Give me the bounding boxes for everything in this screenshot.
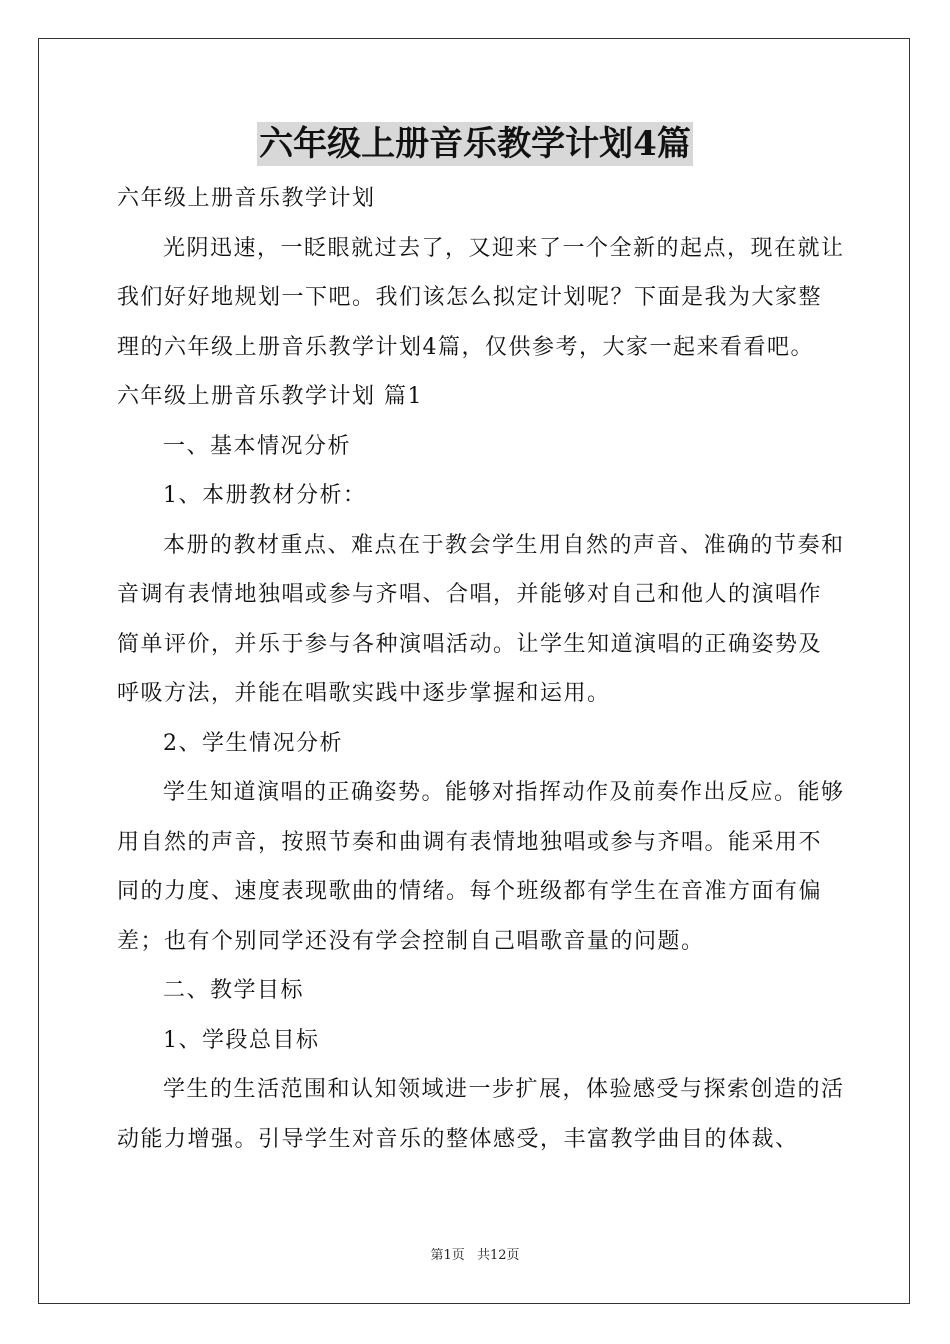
page-total: 共12页 — [476, 1248, 520, 1263]
paragraph: 学生知道演唱的正确姿势。能够对指挥动作及前奏作出反应。能够用自然的声音，按照节奏和曲调有表情地独唱或参与齐唱。能采用不同的力度、速度表现歌曲的情绪。每个班级都有学生在音准方面有偏差；也有个别同学还没有学会控制自己唱歌音量的问题。 — [117, 780, 845, 954]
page-footer — [0, 1244, 950, 1263]
document-title: 六年级上册音乐教学计划4篇 — [259, 124, 691, 164]
paragraph: 1、学段总目标 — [163, 1027, 320, 1053]
paragraph: 六年级上册音乐教学计划 — [117, 186, 376, 211]
paragraph: 1、本册教材分析： — [163, 483, 367, 508]
paragraph: 本册的教材重点、难点在于教会学生用自然的声音、准确的节奏和音调有表情地独唱或参与齐唱、合唱，并能够对自己和他人的演唱作简单评价，并乐于参与各种演唱活动。让学生知道演唱的正确姿势及呼吸方法，并能在唱歌实践中逐步掌握和运用。 — [117, 532, 845, 706]
title-area — [0, 122, 950, 166]
paragraph: 光阴迅速，一眨眼就过去了，又迎来了一个全新的起点，现在就让我们好好地规划一下吧。我们该怎么拟定计划呢？下面是我为大家整理的六年级上册音乐教学计划4篇，仅供参考，大家一起来看看吧。 — [117, 235, 845, 360]
document-body — [117, 174, 845, 1164]
paragraph: 2、学生情况分析 — [163, 730, 343, 756]
paragraph: 学生的生活范围和认知领域进一步扩展，体验感受与探索创造的活动能力增强。引导学生对音乐的整体感受，丰富教学曲目的体裁、 — [117, 1077, 845, 1152]
page-number: 第1页 — [430, 1248, 465, 1263]
section-heading: 六年级上册音乐教学计划 篇1 — [117, 384, 423, 409]
paragraph: 一、基本情况分析 — [163, 433, 352, 459]
paragraph: 二、教学目标 — [163, 978, 305, 1003]
